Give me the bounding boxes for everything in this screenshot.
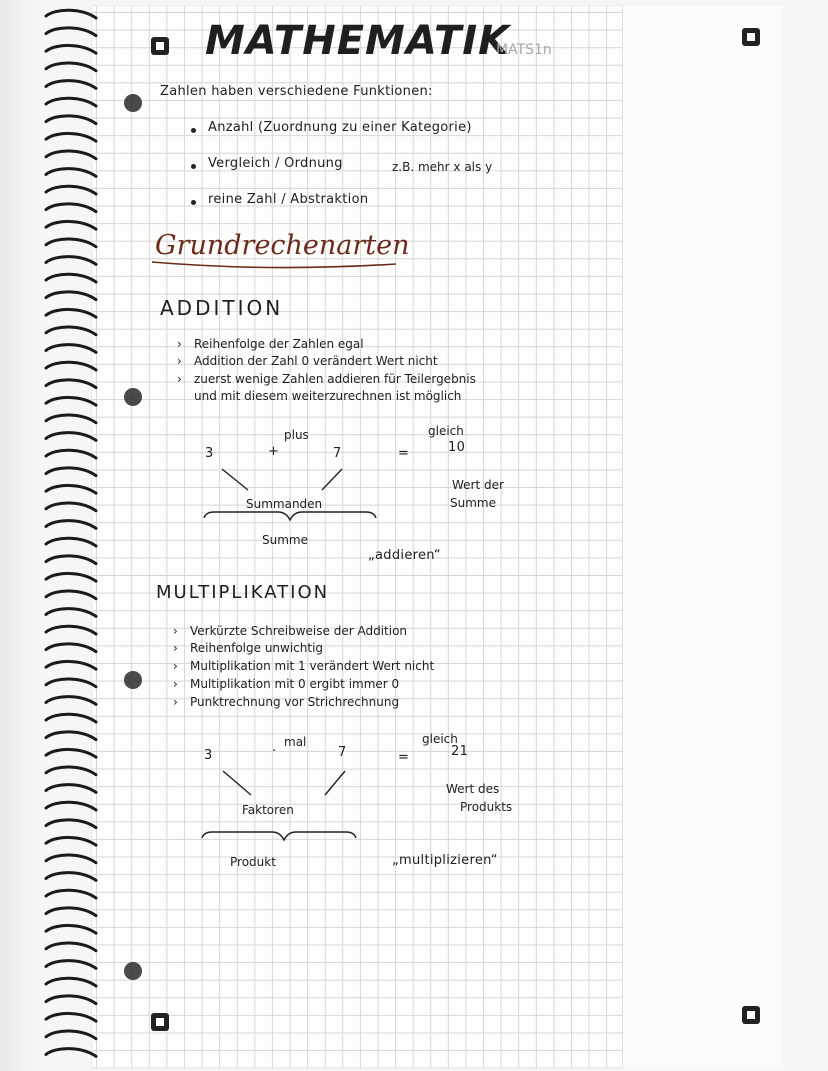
multiplication-whole-label: Produkt (230, 855, 276, 869)
class-code: MATS1n (496, 42, 552, 58)
addition-rule: Reihenfolge der Zahlen egal (194, 337, 364, 351)
addition-right-number: 7 (333, 446, 342, 461)
multiplication-result: 21 (451, 744, 469, 759)
addition-left-number: 3 (205, 446, 214, 461)
page-title: MATHEMATIK (205, 18, 511, 64)
multiplication-parts-label: Faktoren (242, 803, 294, 817)
chevron-right-icon: › (173, 677, 178, 691)
chevron-right-icon: › (173, 695, 178, 709)
chevron-right-icon: › (177, 372, 182, 386)
addition-brace (204, 512, 376, 520)
addition-result-label: Summe (450, 496, 496, 510)
chevron-right-icon: › (173, 659, 178, 673)
function-item: Anzahl (Zuordnung zu einer Kategorie) (208, 120, 472, 135)
addition-diagonal (322, 469, 342, 490)
addition-rule: zuerst wenige Zahlen addieren für Teilergebnis (194, 372, 476, 386)
multiplication-verb: „multiplizieren“ (392, 853, 498, 868)
multiplication-right-number: 7 (338, 745, 347, 760)
multiplication-equals: = (398, 750, 410, 765)
function-item: Vergleich / Ordnung (208, 156, 343, 171)
addition-operator-name: plus (284, 428, 309, 442)
multiplication-rule: Multiplikation mit 1 verändert Wert nicht (190, 659, 435, 673)
addition-diagonal (222, 469, 248, 490)
addition-result: 10 (448, 440, 466, 455)
addition-rule: und mit diesem weiterzurechnen ist möglich (194, 389, 462, 403)
multiplication-result-label: Produkts (460, 800, 513, 814)
multiplication-heading: MULTIPLIKATION (156, 582, 330, 603)
section-underline (152, 262, 396, 268)
addition-operator: + (268, 444, 280, 459)
addition-equals-name: gleich (428, 424, 464, 438)
multiplication-rule: Multiplikation mit 0 ergibt immer 0 (190, 677, 400, 691)
multiplication-left-number: 3 (204, 748, 213, 763)
chevron-right-icon: › (177, 337, 182, 351)
multiplication-operator-name: mal (284, 735, 307, 749)
chevron-right-icon: › (173, 624, 178, 638)
addition-rule: Addition der Zahl 0 verändert Wert nicht (194, 354, 438, 368)
multiplication-equals-name: gleich (422, 732, 458, 746)
addition-equals: = (398, 446, 410, 461)
addition-result-label: Wert der (452, 478, 504, 492)
intro-text: Zahlen haben verschiedene Funktionen: (160, 84, 433, 99)
section-title: Grundrechenarten (155, 230, 410, 261)
addition-verb: „addieren“ (368, 548, 441, 563)
addition-whole-label: Summe (262, 533, 308, 547)
vergleich-example: z.B. mehr x als y (392, 160, 493, 174)
multiplication-rule: Verkürzte Schreibweise der Addition (190, 624, 408, 638)
multiplication-operator: · (272, 744, 277, 759)
multiplication-result-label: Wert des (446, 782, 500, 796)
multiplication-brace (202, 832, 356, 840)
multiplication-diagonal (325, 771, 345, 795)
multiplication-rule: Reihenfolge unwichtig (190, 641, 324, 655)
addition-heading: ADDITION (160, 296, 284, 320)
chevron-right-icon: › (177, 354, 182, 368)
addition-parts-label: Summanden (246, 497, 323, 511)
multiplication-diagonal (223, 771, 251, 795)
chevron-right-icon: › (173, 641, 178, 655)
multiplication-rule: Punktrechnung vor Strichrechnung (190, 695, 400, 709)
function-item: reine Zahl / Abstraktion (208, 192, 369, 207)
